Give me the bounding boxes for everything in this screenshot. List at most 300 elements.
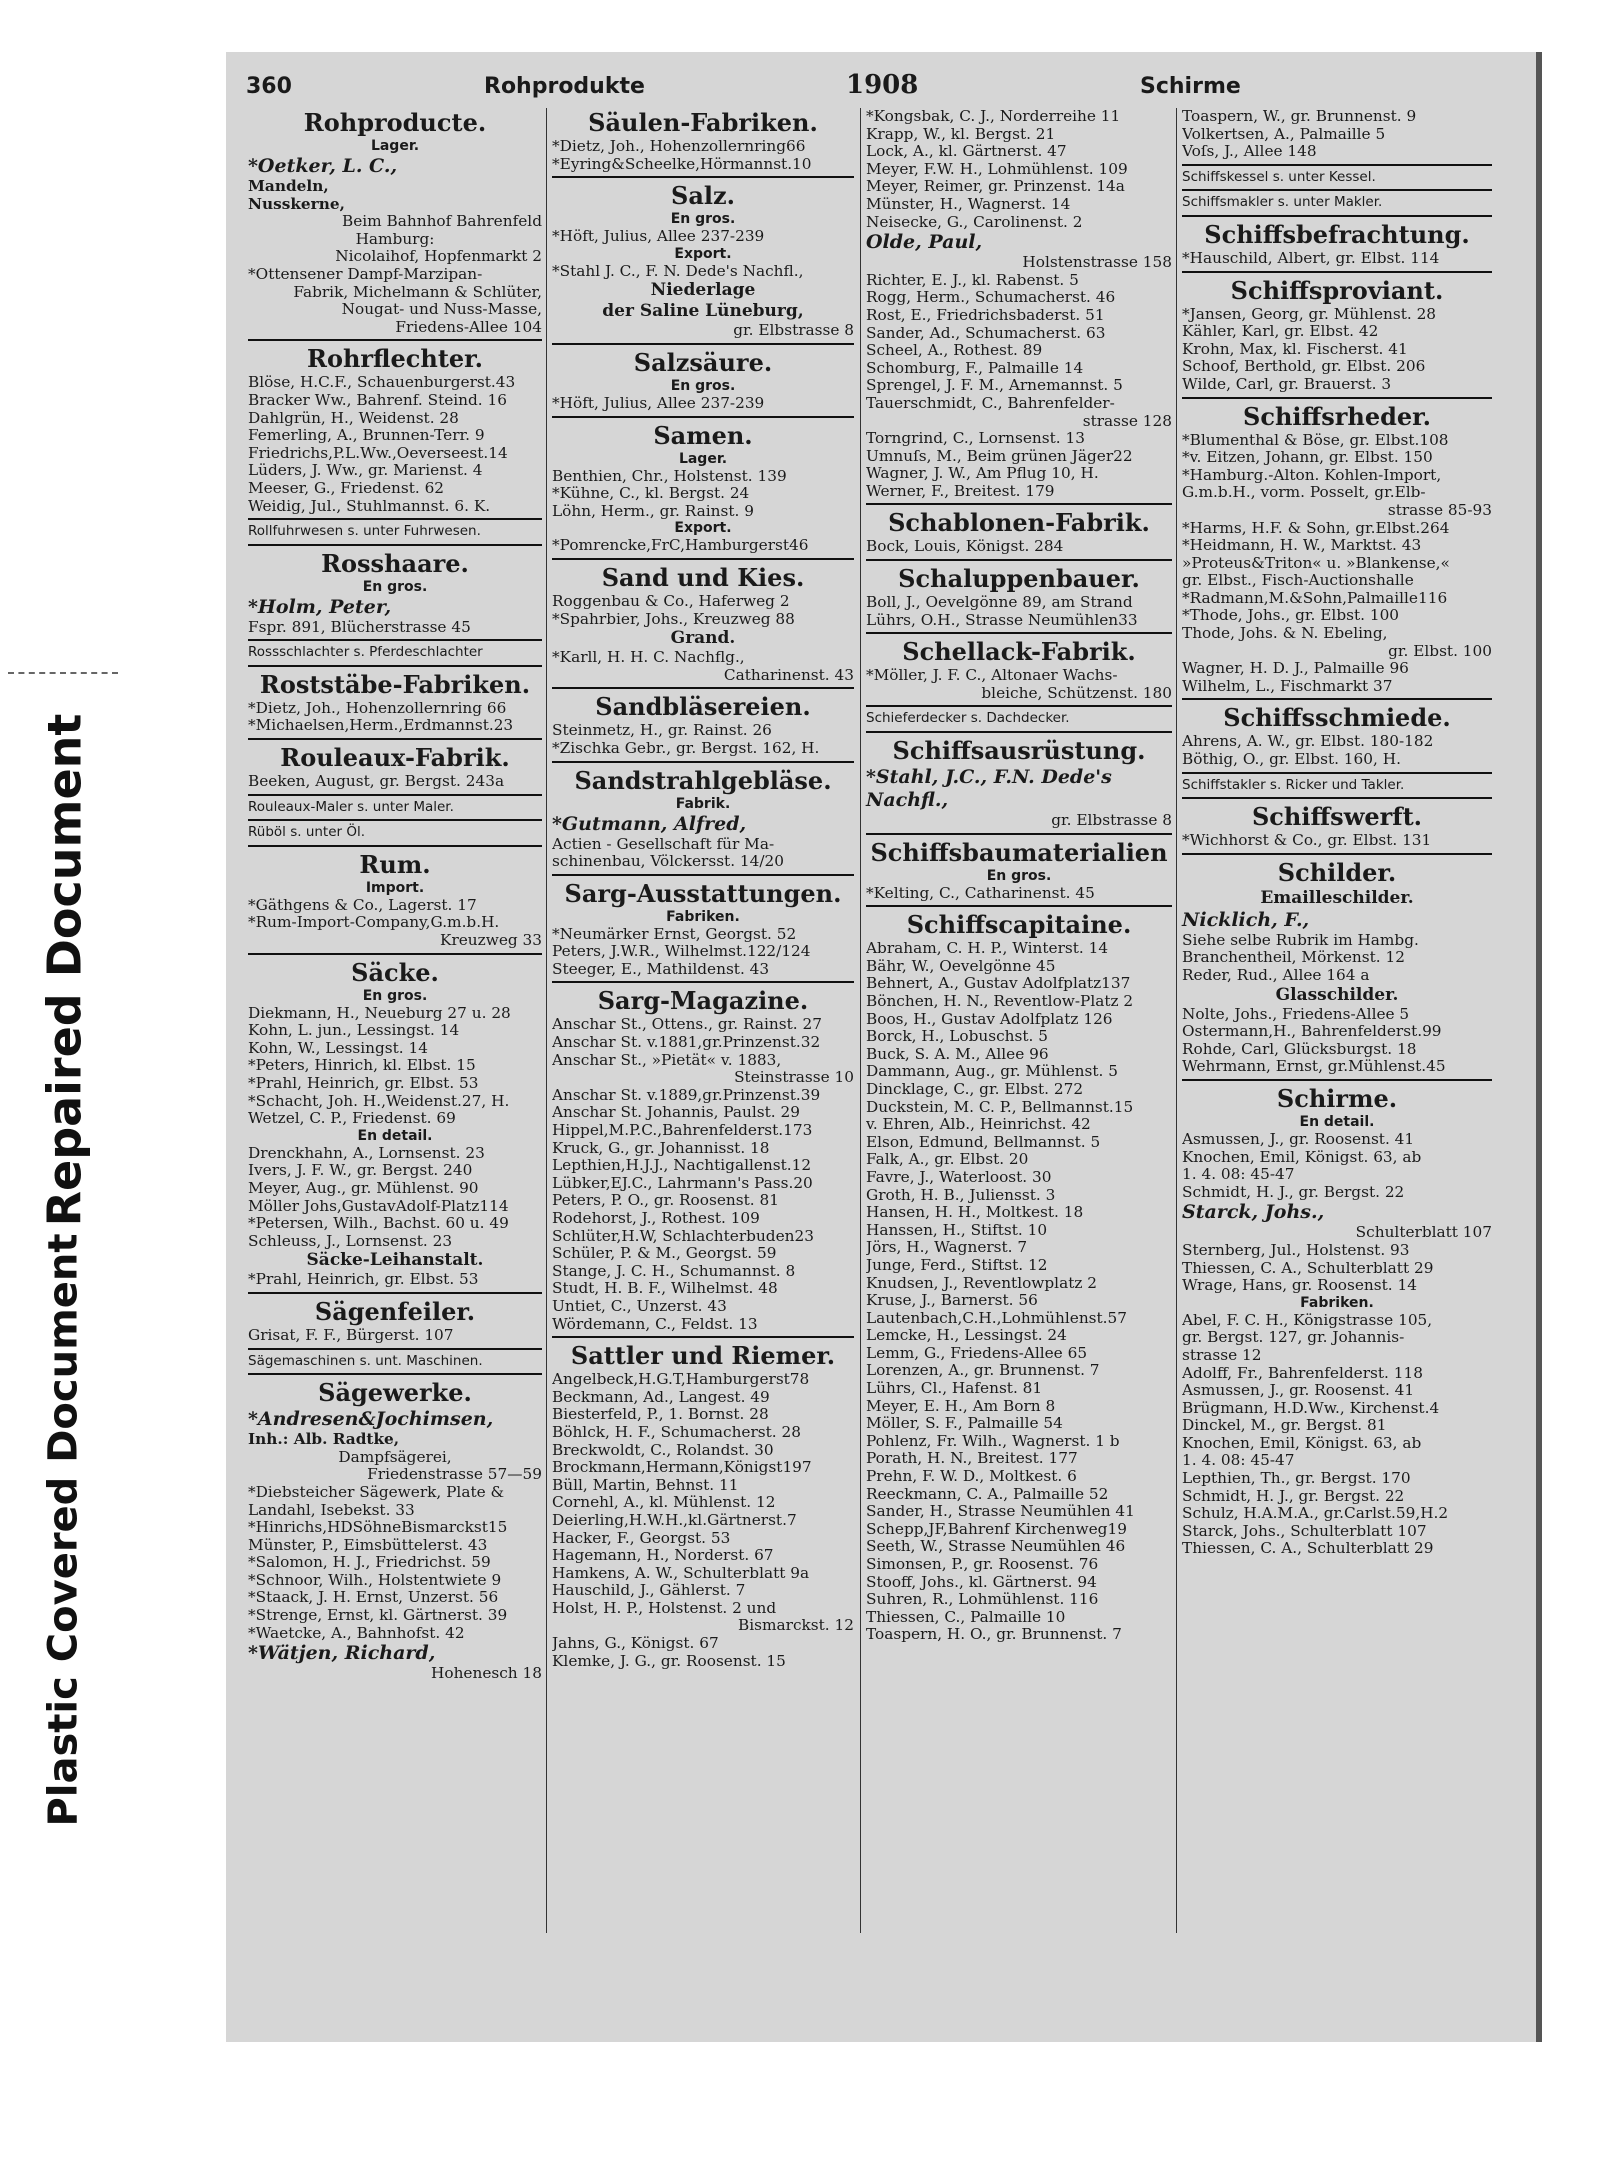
entry: Bönchen, H. N., Reventlow-Platz 2 — [866, 993, 1134, 1010]
section-heading: Schiffsrheder. — [1243, 401, 1431, 431]
entry: Böthig, O., gr. Elbst. 160, H. — [1182, 751, 1401, 769]
entry: Grisat, F. F., Bürgerst. 107 — [248, 1326, 454, 1344]
entry: *Hinrichs,HDSöhneBismarckst15 — [248, 1519, 508, 1537]
entry: *Hauschild, Albert, gr. Elbst. 114 — [1182, 249, 1440, 267]
entry: Hagemann, H., Norderst. 67 — [552, 1547, 774, 1565]
entry: Klemke, J. G., gr. Roosenst. 15 — [552, 1652, 786, 1670]
entry: Schlüter,H.W, Schlachterbuden23 — [552, 1227, 814, 1245]
rule — [248, 1373, 542, 1375]
entry: Lautenbach,C.H.,Lohmühlenst.57 — [866, 1309, 1128, 1327]
entry: Sprengel, J. F. M., Arnemannst. 5 — [866, 377, 1123, 395]
entry: Anschar St., »Pietät« v. 1883, — [552, 1051, 782, 1069]
subheading: En gros. — [362, 578, 428, 595]
entry: Anschar St., Ottens., gr. Rainst. 27 — [552, 1016, 822, 1034]
rule — [1182, 164, 1492, 166]
entry: Anschar St. Johannis, Paulst. 29 — [552, 1104, 800, 1122]
entry: Böhlck, H. F., Schumacherst. 28 — [552, 1423, 801, 1441]
section-heading: Salz. — [671, 181, 735, 211]
entry: Lock, A., kl. Gärtnerst. 47 — [866, 143, 1067, 161]
entry: Richter, E. J., kl. Rabenst. 5 — [866, 271, 1079, 289]
entry: Brügmann, H.D.Ww., Kirchenst.4 — [1182, 1399, 1440, 1417]
entry: Wetzel, C. P., Friedenst. 69 — [248, 1110, 456, 1128]
featured-entry-line: Inh.: Alb. Radtke, — [248, 1430, 400, 1449]
subheading: En gros. — [670, 211, 736, 228]
entry: Schoof, Berthold, gr. Elbst. 206 — [1182, 358, 1426, 376]
entry: Münster, H., Wagnerst. 14 — [866, 195, 1071, 213]
rule — [248, 794, 542, 796]
entry: *Stahl J. C., F. N. Dede's Nachfl., — [552, 262, 804, 280]
entry: Tauerschmidt, C., Bahrenfelder- — [866, 394, 1115, 412]
entry: Schleuss, J., Lornsenst. 23 — [248, 1232, 453, 1250]
entry: Lepthien,H.J.J., Nachtigallenst.12 — [552, 1157, 812, 1175]
rule — [1182, 1079, 1492, 1081]
entry: Schomburg, F., Palmaille 14 — [866, 359, 1084, 377]
header-right-title: Schirme — [1140, 74, 1241, 99]
entry: Kruck, G., gr. Johannisst. 18 — [552, 1139, 770, 1157]
entry-continuation: Steinstrasse 10 — [734, 1068, 854, 1087]
rule — [552, 687, 854, 689]
entry: Knudsen, J., Reventlowplatz 2 — [866, 1274, 1097, 1292]
section-heading: Schiffsschmiede. — [1223, 703, 1451, 733]
entry: Fspr. 891, Blücherstrasse 45 — [248, 618, 471, 636]
entry: Pohlenz, Fr. Wilh., Wagnerst. 1 b — [866, 1432, 1120, 1450]
entry: Brockmann,Hermann,Königst197 — [552, 1459, 812, 1477]
entry: Werner, F., Breitest. 179 — [866, 482, 1055, 500]
cross-reference: Schiffsmakler s. unter Makler. — [1182, 194, 1383, 211]
entry: Meeser, G., Friedenst. 62 — [248, 479, 445, 497]
entry: *Heidmann, H. W., Marktst. 43 — [1182, 537, 1422, 555]
entry: Ahrens, A. W., gr. Elbst. 180-182 — [1182, 733, 1434, 751]
entry: Simonsen, P., gr. Roosenst. 76 — [866, 1556, 1099, 1573]
section-heading: Sägewerke. — [318, 1378, 472, 1408]
entry: Jörs, H., Wagnerst. 7 — [866, 1239, 1028, 1257]
entry: Kähler, Karl, gr. Elbst. 42 — [1182, 323, 1379, 341]
entry: Büll, Martin, Behnst. 11 — [552, 1476, 739, 1494]
entry: Peters, P. O., gr. Roosenst. 81 — [552, 1192, 779, 1210]
entry: Falk, A., gr. Elbst. 20 — [866, 1151, 1029, 1169]
rule — [552, 1336, 854, 1338]
rule — [552, 416, 854, 418]
entry-continuation: Catharinenst. 43 — [723, 665, 854, 684]
rule — [248, 845, 542, 847]
entry: »Proteus&Triton« u. »Blankense,« — [1182, 554, 1450, 572]
featured-entry: *Oetker, L. C., — [248, 155, 398, 177]
section-heading: Sägenfeiler. — [314, 1296, 476, 1326]
entry: *Schacht, Joh. H.,Weidenst.27, H. — [248, 1092, 510, 1110]
entry-continuation: Bismarckst. 12 — [738, 1616, 854, 1635]
entry: Rodehorst, J., Rothest. 109 — [552, 1210, 760, 1227]
entry: *Neumärker Ernst, Georgst. 52 — [552, 925, 797, 943]
directory-column-4 — [1182, 108, 1492, 1558]
entry: Groth, H. B., Juliensst. 3 — [866, 1186, 1056, 1204]
section-heading: Schiffsproviant. — [1230, 275, 1444, 305]
section-heading: Rohrflechter. — [307, 344, 483, 374]
entry: Schmidt, H. J., gr. Bergst. 22 — [1182, 1183, 1405, 1201]
entry: *Eyring&Scheelke,Hörmannst.10 — [552, 155, 812, 173]
entry: *Zischka Gebr., gr. Bergst. 162, H. — [552, 739, 820, 757]
entry: Asmussen, J., gr. Roosenst. 41 — [1182, 1130, 1415, 1148]
section-heading: Sandstrahlgebläse. — [574, 765, 832, 795]
entry: schinenbau, Völckersst. 14/20 — [552, 853, 785, 871]
entry: Rohde, Carl, Glücksburgst. 18 — [1182, 1040, 1417, 1058]
entry: Actien - Gesellschaft für Ma- — [552, 835, 775, 853]
entry-continuation: Holstenstrasse 158 — [1022, 253, 1172, 272]
entry: Meyer, Reimer, gr. Prinzenst. 14a — [866, 178, 1125, 196]
subheading: En detail. — [357, 1127, 433, 1144]
entry: Neisecke, G., Carolinenst. 2 — [866, 213, 1083, 231]
section-heading: Schaluppenbauer. — [898, 564, 1140, 594]
dashed-separator — [8, 672, 118, 674]
plastic-covered-label: Plastic Covered Document — [41, 1233, 87, 1827]
entry: Anschar St. v.1881,gr.Prinzenst.32 — [552, 1034, 821, 1052]
entry: Meyer, E. H., Am Born 8 — [866, 1397, 1056, 1415]
entry: *Michaelsen,Herm.,Erdmannst.23 — [248, 717, 514, 735]
rule — [866, 559, 1172, 561]
entry: *Dietz, Joh., Hohenzollernring 66 — [248, 699, 507, 717]
entry: Suhren, R., Lohmühlenst. 116 — [866, 1591, 1099, 1609]
entry: *Rum-Import-Company,G.m.b.H. — [248, 914, 500, 932]
entry-continuation: strasse 85-93 — [1387, 500, 1492, 519]
featured-entry: *Gutmann, Alfred, — [552, 812, 747, 835]
entry: Dahlgrün, H., Weidenst. 28 — [248, 409, 459, 427]
cross-reference: Schiffstakler s. Ricker und Takler. — [1182, 776, 1405, 793]
entry: Reder, Rud., Allee 164 a — [1182, 967, 1370, 984]
entry: Dincklage, C., gr. Elbst. 272 — [866, 1080, 1084, 1098]
entry: Umnuſs, M., Beim grünen Jäger22 — [866, 447, 1133, 465]
entry-centered: Dampfsägerei, — [338, 1447, 452, 1466]
directory-column-3 — [866, 108, 1172, 1644]
featured-entry: Nicklich, F., — [1182, 908, 1310, 931]
entry: Lüders, J. Ww., gr. Marienst. 4 — [248, 462, 483, 480]
entry: Duckstein, M. C. P., Bellmannst.15 — [866, 1098, 1134, 1116]
entry-continuation: Kreuzweg 33 — [440, 931, 542, 950]
entry: Thiessen, C. A., Schulterblatt 29 — [1182, 1259, 1434, 1277]
entry: Wagner, H. D. J., Palmaille 96 — [1182, 660, 1409, 678]
entry: *v. Eitzen, Johann, gr. Elbst. 150 — [1182, 449, 1433, 467]
entry: Hippel,M.P.C.,Bahrenfelderst.173 — [552, 1122, 813, 1140]
cross-reference: Rüböl s. unter Öl. — [248, 824, 366, 841]
entry: Branchentheil, Mörkenst. 12 — [1182, 949, 1405, 967]
entry-continuation: gr. Elbstrasse 8 — [1051, 811, 1172, 830]
section-heading: Schirme. — [1276, 1083, 1398, 1113]
entry: *Staack, J. H. Ernst, Unzerst. 56 — [248, 1589, 499, 1607]
entry-continuation: Nicolaihof, Hopfenmarkt 2 — [335, 247, 542, 266]
entry-continuation: Beim Bahnhof Bahrenfeld — [341, 212, 542, 231]
page-binding-edge — [1536, 52, 1542, 2042]
entry: *Höft, Julius, Allee 237-239 — [552, 394, 765, 412]
entry-continuation: Fabrik, Michelmann & Schlüter, — [293, 282, 542, 301]
subheading: En gros. — [670, 377, 736, 394]
entry: Ivers, J. F. W., gr. Bergst. 240 — [248, 1162, 473, 1180]
entry: Deierling,H.W.H.,kl.Gärtnerst.7 — [552, 1511, 797, 1529]
entry: Wördemann, C., Feldst. 13 — [552, 1315, 758, 1333]
entry: Blöse, H.C.F., Schauenburgerst.43 — [248, 374, 516, 392]
entry: Dammann, Aug., gr. Mühlenst. 5 — [866, 1063, 1118, 1081]
subheading: Export. — [674, 520, 732, 537]
entry: Drenckhahn, A., Lornsenst. 23 — [248, 1144, 485, 1162]
cross-reference: Rouleaux-Maler s. unter Maler. — [248, 798, 454, 815]
featured-entry-line: Nusskerne, — [248, 194, 345, 213]
directory-column-2 — [552, 108, 854, 1670]
rule — [248, 953, 542, 955]
entry: gr. Elbst., Fisch-Auctionshalle — [1182, 572, 1414, 590]
entry: Beckmann, Ad., Langest. 49 — [552, 1388, 770, 1406]
entry-continuation: gr. Elbst. 100 — [1388, 641, 1492, 660]
entry: Lührs, Cl., Hafenst. 81 — [866, 1380, 1043, 1398]
entry: Schepp,JF,Bahrenf Kirchenweg19 — [866, 1520, 1127, 1538]
rule — [1182, 698, 1492, 700]
entry: Studt, H. B. F., Wilhelmst. 48 — [552, 1280, 778, 1298]
subheading: En detail. — [1299, 1113, 1375, 1130]
entry: Anschar St. v.1889,gr.Prinzenst.39 — [552, 1086, 821, 1104]
entry: Möller, S. F., Palmaille 54 — [866, 1415, 1063, 1433]
entry: Krohn, Max, kl. Fischerst. 41 — [1182, 340, 1408, 358]
rule — [1182, 797, 1492, 799]
entry: Seeth, W., Strasse Neumühlen 46 — [866, 1538, 1126, 1556]
entry: *Schnoor, Wilh., Holstentwiete 9 — [248, 1571, 502, 1589]
section-heading: Rosshaare. — [321, 548, 469, 578]
subheading: Lager. — [370, 138, 420, 154]
entry-continuation: strasse 128 — [1082, 411, 1172, 430]
section-heading: Rouleaux-Fabrik. — [280, 743, 510, 773]
entry: Beeken, August, gr. Bergst. 243a — [248, 773, 505, 791]
entry: Thiessen, C. A., Schulterblatt 29 — [1182, 1540, 1434, 1558]
entry: Untiet, C., Unzerst. 43 — [552, 1297, 727, 1315]
subheading: Import. — [365, 879, 425, 896]
entry: Friedrichs,P.L.Ww.,Oeverseest.14 — [248, 444, 508, 462]
entry: *Spahrbier, Johs., Kreuzweg 88 — [552, 610, 795, 628]
entry: Lührs, O.H., Strasse Neumühlen33 — [866, 611, 1138, 629]
section-heading: Säulen-Fabriken. — [588, 108, 818, 137]
entry-continuation: Friedens-Allee 104 — [395, 317, 542, 336]
entry: Steeger, E., Mathildenst. 43 — [552, 960, 770, 978]
section-heading: Sarg-Magazine. — [597, 986, 809, 1016]
entry: 1. 4. 08: 45-47 — [1182, 1166, 1295, 1184]
entry: Starck, Johs., Schulterblatt 107 — [1182, 1522, 1427, 1540]
entry: Lemm, G., Friedens-Allee 65 — [866, 1344, 1088, 1362]
entry: Sander, Ad., Schumacherst. 63 — [866, 324, 1106, 342]
entry: Bracker Ww., Bahrenf. Steind. 16 — [248, 391, 508, 409]
entry: Lemcke, H., Lessingst. 24 — [866, 1327, 1067, 1345]
rule — [248, 518, 542, 520]
rule — [552, 874, 854, 876]
entry-continuation: bleiche, Schützenst. 180 — [981, 683, 1172, 702]
entry: Toaspern, H. O., gr. Brunnenst. 7 — [866, 1626, 1122, 1644]
entry: *Prahl, Heinrich, gr. Elbst. 53 — [248, 1271, 479, 1289]
entry: *Pomrencke,FrC,Hamburgerst46 — [552, 537, 809, 555]
page-number: 360 — [246, 74, 292, 99]
entry: Wagner, J. W., Am Pflug 10, H. — [866, 465, 1099, 483]
entry: Toaspern, W., gr. Brunnenst. 9 — [1182, 108, 1417, 125]
subheading: Lager. — [678, 450, 728, 467]
entry: Steinmetz, H., gr. Rainst. 26 — [552, 722, 772, 740]
cross-reference: Rollfuhrwesen s. unter Fuhrwesen. — [248, 523, 481, 540]
entry: Sternberg, Jul., Holstenst. 93 — [1182, 1241, 1410, 1259]
entry: Hamkens, A. W., Schulterblatt 9a — [552, 1564, 810, 1582]
rule — [1182, 271, 1492, 273]
entry: Porath, H. N., Breitest. 177 — [866, 1450, 1078, 1468]
entry-continuation: Schulterblatt 107 — [1355, 1223, 1492, 1242]
entry: *Waetcke, A., Bahnhofst. 42 — [248, 1624, 465, 1642]
entry: Lübker,EJ.C., Lahrmann's Pass.20 — [552, 1174, 813, 1192]
column-rule — [1176, 108, 1177, 1933]
entry: Biesterfeld, P., 1. Bornst. 28 — [552, 1406, 769, 1424]
page-header — [246, 68, 1516, 108]
entry: Borck, H., Lobuschst. 5 — [866, 1028, 1048, 1046]
header-left-title: Rohprodukte — [484, 74, 645, 99]
repaired-document-label: Repaired Document — [37, 713, 92, 1227]
section-heading: Schiffsausrüstung. — [892, 736, 1146, 766]
cross-reference: Rossschlachter s. Pferdeschlachter — [248, 644, 483, 661]
entry: *Salomon, H. J., Friedrichst. 59 — [248, 1554, 491, 1572]
entry: *Kühne, C., kl. Bergst. 24 — [552, 485, 750, 503]
entry: Roggenbau & Co., Haferweg 2 — [552, 592, 790, 610]
featured-entry: Nachfl., — [866, 789, 949, 812]
entry: *Kelting, C., Catharinenst. 45 — [866, 884, 1095, 902]
cross-reference: Sägemaschinen s. unt. Maschinen. — [248, 1352, 483, 1369]
entry: Volkertsen, A., Palmaille 5 — [1182, 125, 1386, 143]
entry: *Möller, J. F. C., Altonaer Wachs- — [866, 667, 1118, 685]
entry: Breckwoldt, C., Rolandst. 30 — [552, 1441, 774, 1459]
entry: *Wichhorst & Co., gr. Elbst. 131 — [1182, 832, 1432, 850]
entry-continuation: Nougat- und Nuss-Masse, — [341, 300, 542, 319]
subheading: En gros. — [986, 867, 1052, 884]
entry-centered: Hamburg: — [355, 229, 435, 248]
entry: Knochen, Emil, Königst. 63, ab — [1182, 1148, 1422, 1166]
subheading: Fabriken. — [1300, 1294, 1374, 1311]
featured-entry: *Andresen&Jochimsen, — [248, 1408, 494, 1431]
section-heading: Rohproducte. — [303, 108, 487, 137]
entry: Reeckmann, C. A., Palmaille 52 — [866, 1485, 1109, 1503]
entry: Hanssen, H., Stiftst. 10 — [866, 1221, 1048, 1239]
entry: *Strenge, Ernst, kl. Gärtnerst. 39 — [248, 1607, 508, 1625]
rule — [248, 639, 542, 641]
entry: *Höft, Julius, Allee 237-239 — [552, 228, 765, 246]
entry: Boll, J., Oevelgönne 89, am Strand — [866, 594, 1133, 612]
entry: Kruse, J., Barnerst. 56 — [866, 1292, 1038, 1310]
section-heading: Samen. — [653, 420, 753, 450]
column-rule — [860, 108, 861, 1933]
entry: Wilde, Carl, gr. Brauerst. 3 — [1182, 375, 1392, 393]
entry: Rost, E., Friedrichsbaderst. 51 — [866, 306, 1105, 324]
entry: Wrage, Hans, gr. Roosenst. 14 — [1182, 1277, 1417, 1295]
rule — [552, 176, 854, 178]
repaired-document-label-wrap — [0, 690, 128, 1250]
entry: Adolff, Fr., Bahrenfelderst. 118 — [1182, 1364, 1423, 1382]
entry: Hauschild, J., Gählerst. 7 — [552, 1582, 746, 1600]
entry: Jahns, G., Königst. 67 — [552, 1635, 719, 1653]
rule — [1182, 772, 1492, 774]
entry: Thiessen, C., Palmaille 10 — [866, 1608, 1066, 1626]
rule — [248, 339, 542, 341]
section-heading: Säcke. — [351, 957, 439, 987]
entry: Scheel, A., Rothest. 89 — [866, 342, 1043, 360]
entry: Elson, Edmund, Bellmannst. 5 — [866, 1133, 1101, 1151]
entry: Siehe selbe Rubrik im Hambg. — [1182, 931, 1419, 949]
entry: Nolte, Johs., Friedens-Allee 5 — [1182, 1005, 1410, 1023]
entry: Thode, Johs. & N. Ebeling, — [1182, 625, 1388, 643]
rule — [866, 731, 1172, 733]
cross-reference: Schiffskessel s. unter Kessel. — [1182, 168, 1376, 185]
entry: Knochen, Emil, Königst. 63, ab — [1182, 1434, 1422, 1452]
section-heading: Roststäbe-Fabriken. — [259, 669, 531, 699]
entry: Ostermann,H., Bahrenfelderst.99 — [1182, 1023, 1442, 1041]
entry: Prehn, F. W. D., Moltkest. 6 — [866, 1468, 1077, 1486]
entry: Diekmann, H., Neueburg 27 u. 28 — [248, 1004, 511, 1022]
entry: *Kongsbak, C. J., Norderreihe 11 — [866, 108, 1121, 125]
rule — [248, 819, 542, 821]
rule — [866, 705, 1172, 707]
rule — [866, 833, 1172, 835]
entry: *Hamburg.-Alton. Kohlen-Import, — [1182, 466, 1442, 484]
entry: Favre, J., Waterloost. 30 — [866, 1168, 1052, 1186]
entry: *Ottensener Dampf-Marzipan- — [248, 265, 483, 283]
entry: Asmussen, J., gr. Roosenst. 41 — [1182, 1382, 1415, 1400]
rule — [552, 981, 854, 983]
entry: Schmidt, H. J., gr. Bergst. 22 — [1182, 1487, 1405, 1505]
entry: Dinckel, M., gr. Bergst. 81 — [1182, 1417, 1387, 1435]
rule — [248, 1292, 542, 1294]
entry: *Dietz, Joh., Hohenzollernring66 — [552, 138, 806, 155]
entry: Weidig, Jul., Stuhlmannst. 6. K. — [248, 497, 491, 515]
section-heading: Schiffsbefrachtung. — [1204, 219, 1470, 249]
subsection-heading: der Saline Lüneburg, — [602, 301, 804, 322]
entry: Femerling, A., Brunnen-Terr. 9 — [248, 427, 485, 445]
featured-entry: *Stahl, J.C., F.N. Dede's — [866, 766, 1112, 789]
entry: Voſs, J., Allee 148 — [1182, 143, 1317, 161]
entry: v. Ehren, Alb., Heinrichst. 42 — [866, 1116, 1091, 1134]
entry: *Petersen, Wilh., Bachst. 60 u. 49 — [248, 1215, 509, 1233]
entry: Hacker, F., Georgst. 53 — [552, 1529, 731, 1547]
entry: *Radmann,M.&Sohn,Palmaille116 — [1182, 589, 1448, 607]
entry: Wehrmann, Ernst, gr.Mühlenst.45 — [1182, 1058, 1446, 1076]
entry: Hansen, H. H., Moltkest. 18 — [866, 1204, 1084, 1222]
section-heading: Schilder. — [1277, 857, 1397, 887]
subsection-heading: Glasschilder. — [1275, 984, 1399, 1005]
rule — [866, 632, 1172, 634]
section-heading: Sarg-Ausstattungen. — [564, 878, 842, 908]
entry: Boos, H., Gustav Adolfplatz 126 — [866, 1010, 1113, 1028]
rule — [248, 1348, 542, 1350]
entry: Torngrind, C., Lornsenst. 13 — [866, 430, 1085, 448]
rule — [1182, 189, 1492, 191]
entry: Angelbeck,H.G.T,Hamburgerst78 — [552, 1371, 810, 1389]
column-rule — [546, 108, 547, 1933]
entry: Bähr, W., Oevelgönne 45 — [866, 957, 1056, 975]
cross-reference: Schieferdecker s. Dachdecker. — [866, 710, 1070, 727]
entry: Wilhelm, L., Fischmarkt 37 — [1182, 677, 1393, 695]
entry: Meyer, Aug., gr. Mühlenst. 90 — [248, 1179, 479, 1197]
featured-entry: *Wätjen, Richard, — [248, 1642, 436, 1665]
section-heading: Sandbläsereien. — [595, 692, 811, 722]
entry: strasse 12 — [1182, 1346, 1262, 1364]
section-heading: Schellack-Fabrik. — [902, 637, 1136, 667]
featured-entry: *Holm, Peter, — [248, 595, 392, 618]
rule — [248, 665, 542, 667]
entry: Meyer, F.W. H., Lohmühlenst. 109 — [866, 160, 1128, 178]
section-heading: Schiffscapitaine. — [906, 910, 1132, 940]
subheading: Fabriken. — [666, 908, 740, 925]
entry-continuation: Friedenstrasse 57—59 — [367, 1465, 542, 1484]
entry: Rogg, Herm., Schumacherst. 46 — [866, 289, 1116, 307]
entry: Holst, H. P., Holstenst. 2 und — [552, 1599, 777, 1617]
entry: Junge, Ferd., Stiftst. 12 — [866, 1256, 1048, 1274]
entry: G.m.b.H., vorm. Posselt, gr.Elb- — [1182, 484, 1426, 502]
rule — [1182, 397, 1492, 399]
entry: Löhn, Herm., gr. Rainst. 9 — [552, 502, 754, 520]
entry: gr. Bergst. 127, gr. Johannis- — [1182, 1329, 1405, 1347]
rule — [1182, 853, 1492, 855]
